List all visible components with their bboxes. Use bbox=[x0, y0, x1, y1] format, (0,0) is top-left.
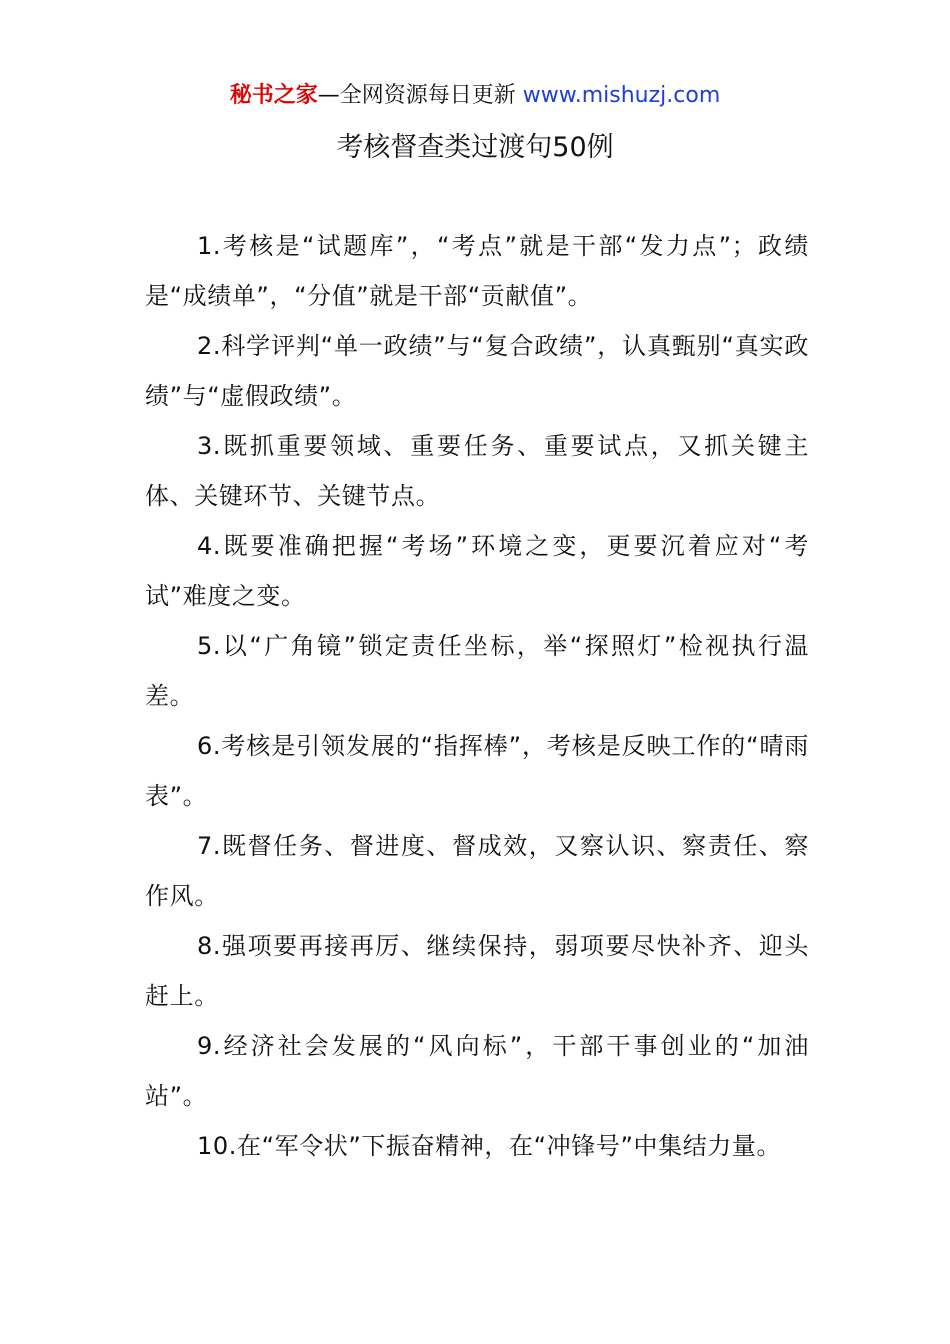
paragraph-2: 2.科学评判“单一政绩”与“复合政绩”，认真甄别“真实政绩”与“虚假政绩”。 bbox=[145, 332, 809, 410]
header-tagline: —全网资源每日更新 bbox=[317, 83, 523, 108]
paragraph-3: 3.既抓重要领域、重要任务、重要试点，又抓关键主体、关键环节、关键节点。 bbox=[145, 432, 809, 510]
paragraph-4: 4.既要准确把握“考场”环境之变，更要沉着应对“考试”难度之变。 bbox=[145, 532, 809, 610]
paragraph-5: 5.以“广角镜”锁定责任坐标，举“探照灯”检视执行温差。 bbox=[145, 632, 809, 710]
brand-name: 秘书之家 bbox=[229, 83, 318, 108]
document-title: 考核督查类过渡句50例 bbox=[336, 132, 614, 163]
paragraph-10: 10.在“军令状”下振奋精神，在“冲锋号”中集结力量。 bbox=[197, 1132, 782, 1160]
paragraph-8: 8.强项要再接再厉、继续保持，弱项要尽快补齐、迎头赶上。 bbox=[145, 932, 809, 1010]
paragraph-1: 1.考核是“试题库”，“考点”就是干部“发力点”；政绩是“成绩单”，“分值”就是干部“贡献值”。 bbox=[145, 232, 809, 310]
site-url-link[interactable]: www.mishuzj.com bbox=[522, 83, 721, 108]
paragraph-6: 6.考核是引领发展的“指挥棒”，考核是反映工作的“晴雨表”。 bbox=[145, 732, 809, 810]
document-body bbox=[145, 221, 809, 1171]
paragraph-9: 9.经济社会发展的“风向标”，干部干事创业的“加油站”。 bbox=[145, 1032, 809, 1110]
site-header bbox=[0, 80, 950, 112]
paragraph-7: 7.既督任务、督进度、督成效，又察认识、察责任、察作风。 bbox=[145, 832, 809, 910]
